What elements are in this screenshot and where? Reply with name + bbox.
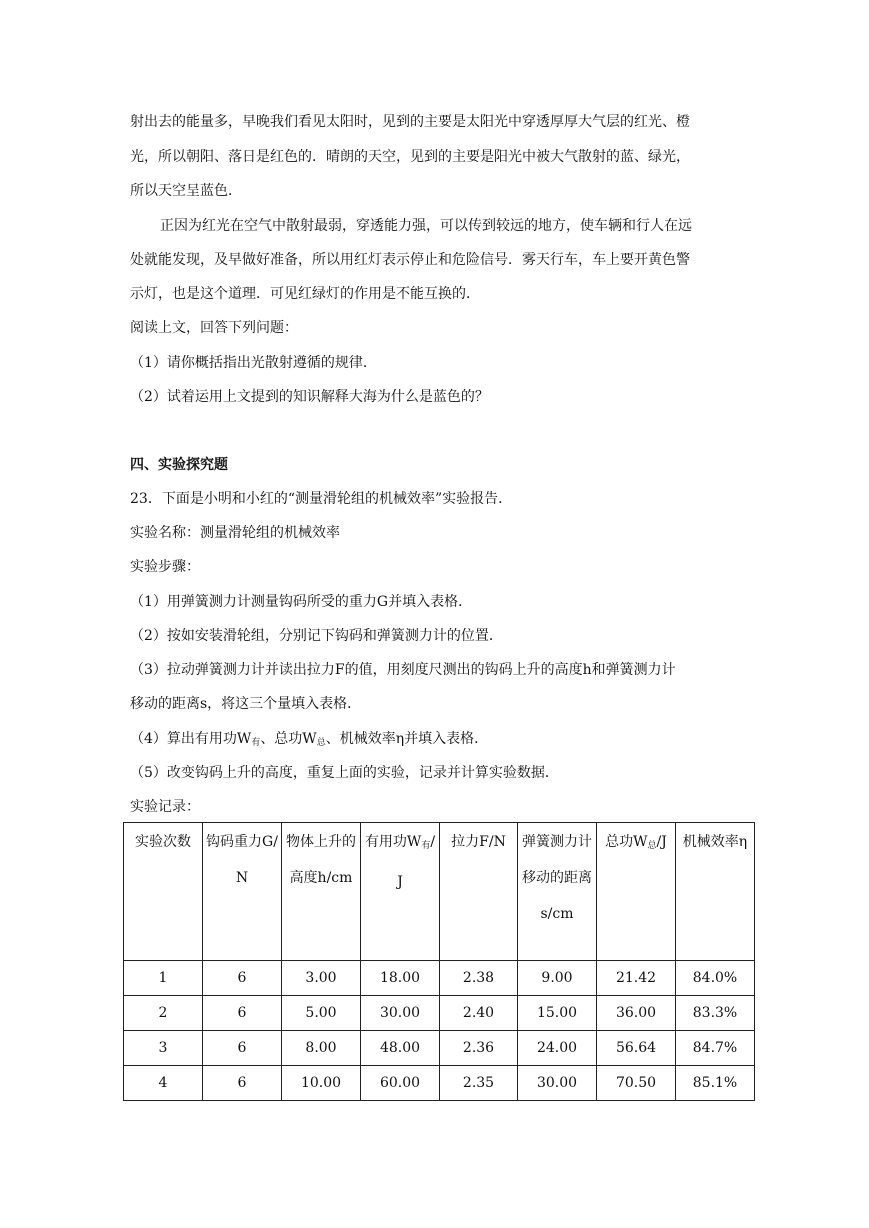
step-4: [130, 730, 755, 752]
cell-height: 3.00: [282, 961, 361, 996]
header-distance: 弹簧测力计移动的距离s/cm: [518, 823, 597, 961]
header-useful-work: 有用功$W_有/J$: [361, 823, 440, 961]
cell-distance: 30.00: [518, 1066, 597, 1101]
cell-weight: 6: [203, 961, 282, 996]
header-total-work: 总功$W_总/J$: [597, 823, 676, 961]
step-4-sub-useful: 有: [251, 738, 261, 748]
step-1: （1）用弹簧测力计测量钩码所受的重力G并填入表格．: [130, 594, 473, 610]
step-5: （5）改变钩码上升的高度，重复上面的实验，记录并计算实验数据．: [130, 765, 559, 781]
cell-total-work: 21.42: [597, 961, 676, 996]
reading-question-1: （1）请你概括指出光散射遵循的规律．: [130, 355, 377, 371]
header-weight: 钩码重力G/N: [203, 823, 282, 961]
record-label: 实验记录：: [130, 799, 200, 815]
cell-total-work: 36.00: [597, 996, 676, 1031]
reading-p2-line1: 正因为红光在空气中散射最弱，穿透能力强，可以传到较远的地方，使车辆和行人在远: [160, 218, 692, 234]
header-height: 物体上升的高度h/cm: [282, 823, 361, 961]
reading-p1-line1: 射出去的能量多，早晚我们看见太阳时，见到的主要是太阳光中穿透厚厚大气层的红光、橙: [130, 114, 690, 130]
cell-pull-force: 2.35: [440, 1066, 518, 1101]
cell-trial: 4: [124, 1066, 203, 1101]
cell-height: 5.00: [282, 996, 361, 1031]
reading-prompt: 阅读上文，回答下列问题：: [130, 320, 298, 336]
cell-weight: 6: [203, 996, 282, 1031]
cell-height: 8.00: [282, 1031, 361, 1066]
reading-p2-line3: 示灯，也是这个道理．可见红绿灯的作用是不能互换的．: [130, 286, 480, 302]
cell-weight: 6: [203, 1031, 282, 1066]
table-row: [124, 961, 755, 996]
cell-efficiency: 84.0%: [676, 961, 755, 996]
cell-distance: 15.00: [518, 996, 597, 1031]
reading-question-2: （2）试着运用上文提到的知识解释大海为什么是蓝色的？: [130, 389, 489, 405]
cell-total-work: 56.64: [597, 1031, 676, 1066]
cell-trial: 3: [124, 1031, 203, 1066]
step-3-line2: 移动的距离s，将这三个量填入表格．: [130, 696, 362, 712]
header-pull-force: 拉力F/N: [440, 823, 518, 961]
step-4-text-c: 、机械效率η并填入表格．: [325, 731, 489, 747]
cell-useful-work: 60.00: [361, 1066, 440, 1101]
cell-useful-work: 30.00: [361, 996, 440, 1031]
step-4-text-b: 、总功W: [260, 731, 317, 747]
cell-pull-force: 2.36: [440, 1031, 518, 1066]
step-3-line1: （3）拉动弹簧测力计并读出拉力F的值，用刻度尺测出的钩码上升的高度h和弹簧测力计: [130, 662, 676, 678]
steps-label: 实验步骤：: [130, 559, 200, 575]
header-total-work-sub: 总: [647, 841, 657, 851]
table-row: [124, 1066, 755, 1101]
reading-p2-line2: 处就能发现，及早做好准备，所以用红灯表示停止和危险信号．雾天行车，车上要开黄色警: [130, 252, 690, 268]
cell-total-work: 70.50: [597, 1066, 676, 1101]
reading-p1-line2: 光，所以朝阳、落日是红色的．晴朗的天空，见到的主要是阳光中被大气散射的蓝、绿光，: [130, 149, 690, 165]
cell-distance: 9.00: [518, 961, 597, 996]
step-4-text-a: （4）算出有用功W: [130, 731, 252, 747]
header-trial-number: 实验次数: [124, 823, 203, 961]
cell-pull-force: 2.38: [440, 961, 518, 996]
table-row: [124, 1031, 755, 1066]
section-heading: 四、实验探究题: [130, 457, 228, 473]
cell-height: 10.00: [282, 1066, 361, 1101]
cell-efficiency: 85.1%: [676, 1066, 755, 1101]
step-2: （2）按如安装滑轮组，分别记下钩码和弹簧测力计的位置．: [130, 628, 503, 644]
cell-efficiency: 83.3%: [676, 996, 755, 1031]
experiment-record-table: [123, 822, 755, 1101]
cell-efficiency: 84.7%: [676, 1031, 755, 1066]
cell-weight: 6: [203, 1066, 282, 1101]
problem-intro: 23．下面是小明和小红的“测量滑轮组的机械效率”实验报告．: [130, 491, 513, 507]
table-header-row: [124, 823, 755, 961]
experiment-name: 实验名称：测量滑轮组的机械效率: [130, 525, 340, 541]
cell-distance: 24.00: [518, 1031, 597, 1066]
header-useful-work-sub: 有: [421, 841, 431, 851]
table-row: [124, 996, 755, 1031]
step-4-sub-total: 总: [316, 738, 326, 748]
cell-trial: 1: [124, 961, 203, 996]
cell-useful-work: 48.00: [361, 1031, 440, 1066]
header-efficiency: 机械效率η: [676, 823, 755, 961]
reading-p1-line3: 所以天空呈蓝色．: [130, 183, 242, 199]
cell-useful-work: 18.00: [361, 961, 440, 996]
cell-trial: 2: [124, 996, 203, 1031]
cell-pull-force: 2.40: [440, 996, 518, 1031]
